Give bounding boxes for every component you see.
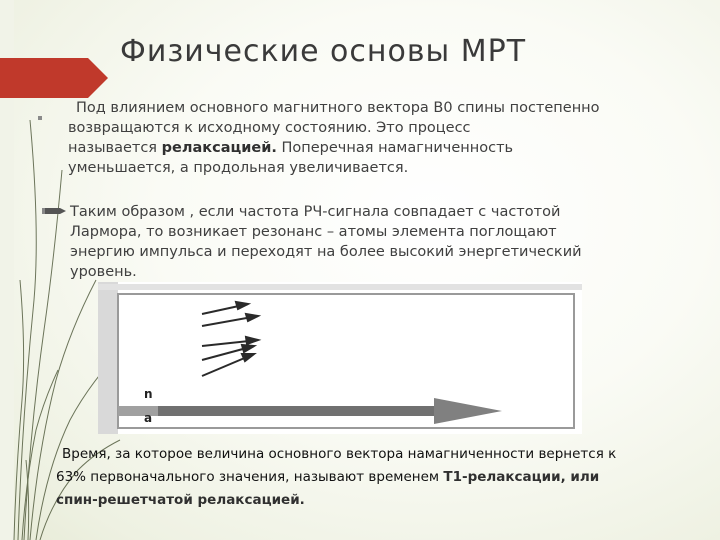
paragraph1-line-1: Под влиянием основного магнитного вектора В0 спины постепенно [76, 100, 600, 116]
figure-label-a: a [144, 411, 153, 425]
paragraph-resonance [70, 202, 680, 282]
paragraph1-line-2: возвращаются к исходному состоянию. Это процесс [68, 120, 471, 136]
figure-label-n: n [144, 387, 153, 401]
slide-title: Физические основы МРТ [120, 34, 527, 69]
bullet-square-icon [38, 116, 42, 120]
paragraph1-line-4: уменьшается, а продольная увеличивается. [68, 160, 409, 176]
paragraph2-line-2: Лармора, то возникает резонанс – атомы элемента поглощают [70, 224, 557, 240]
figure-caption [56, 443, 676, 512]
paragraph2-line-3: энергию импульса и переходят на более высокий энергетический [70, 244, 582, 260]
paragraph2-line-1: Таким образом , если частота РЧ-сигнала совпадает с частотой [70, 204, 561, 220]
t1-relaxation-term: Т1-релаксации, или [443, 469, 600, 485]
pencil-bullet-icon [42, 204, 68, 218]
caption-line-2: 63% первоначального значения, называют временем Т1-релаксации, или [56, 469, 600, 485]
caption-line-1: Время, за которое величина основного вектора намагниченности вернется к [62, 446, 617, 462]
relaxation-term: релаксацией. [161, 140, 277, 156]
spin-lattice-term: спин-решетчатой релаксацией. [56, 492, 305, 508]
paragraph-relaxation [68, 98, 678, 178]
paragraph1-line-3: называется релаксацией. Поперечная намагниченность [68, 140, 514, 156]
relaxation-diagram [98, 282, 582, 434]
title-accent-tab [0, 58, 108, 98]
caption-line-3 [56, 489, 676, 512]
paragraph2-line-4: уровень. [70, 264, 137, 280]
